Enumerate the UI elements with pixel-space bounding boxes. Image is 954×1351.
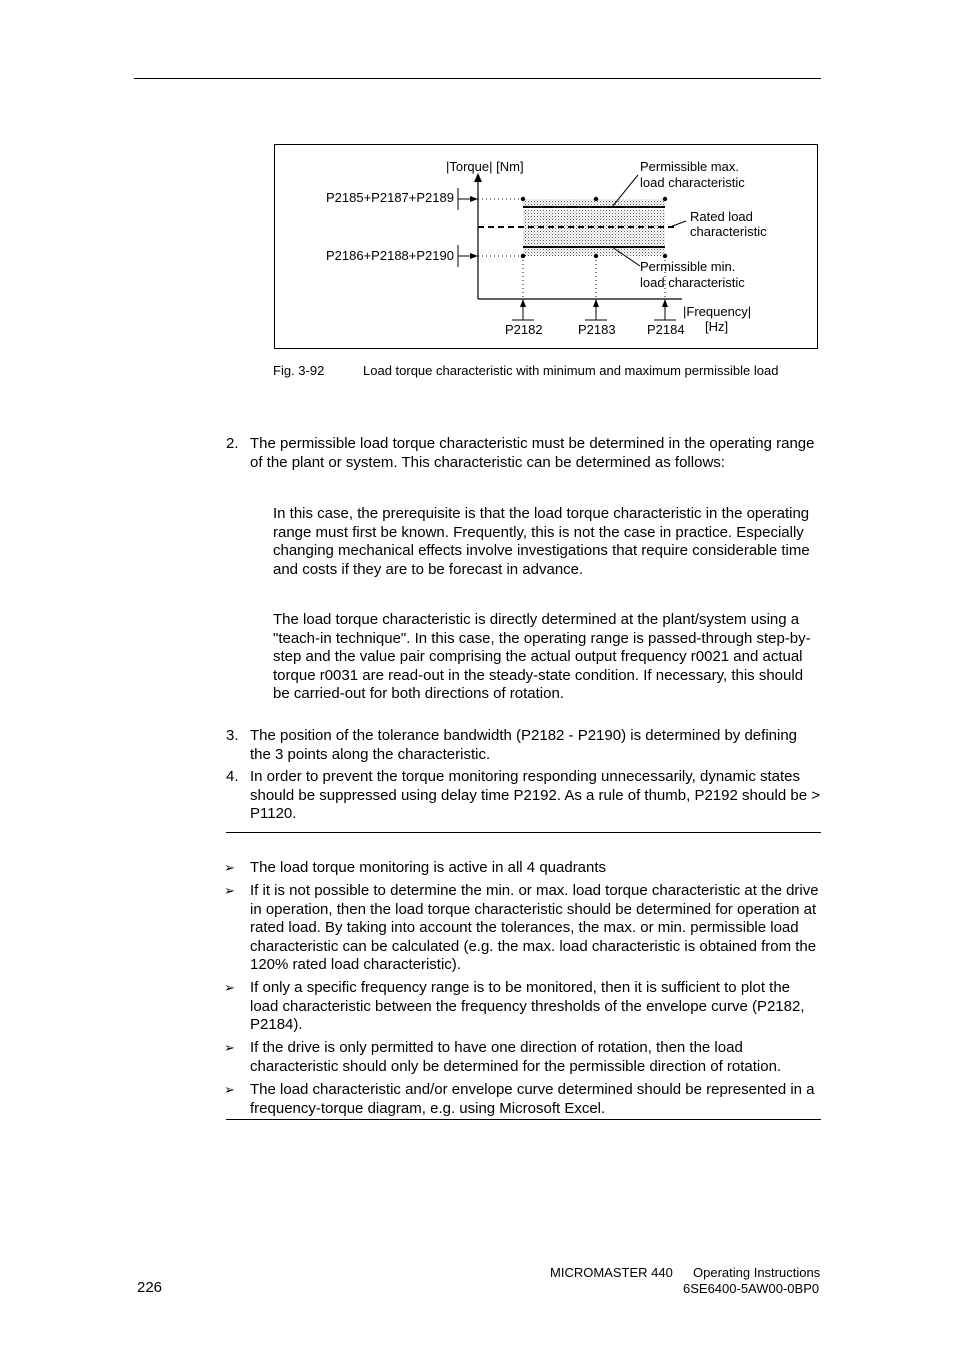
point-upper-3 [663,197,667,201]
caption-text: Load torque characteristic with minimum and maximum permissible load [363,363,779,378]
min-tolerance-band [523,248,665,256]
page-number: 226 [137,1279,163,1296]
bullet-arrow-icon: ➢ [224,883,235,898]
point-lower-1 [521,254,525,258]
note-text: The load characteristic and/or envelope curve determined should be represented in a frequency-torque diagram, e.g. using Microsoft Excel. [250,1081,815,1117]
bullet-arrow-icon: ➢ [224,860,235,875]
note-text: If it is not possible to determine the min. or max. load torque characteristic at the drive in operation, then the load torque characteristic should be determined for operation at rated load. By taking into account the tolerances, the max. or min. permissible load characteristic can be calculated (e.g. the max. load characteristic is obtained from the 120% rated load characteristic). [250,882,819,974]
footer-doc-type: Operating Instructions [693,1265,821,1280]
freq-label-p2184: P2184 [647,322,685,337]
p2183-arrow [593,299,599,307]
p2184-arrow [662,299,668,307]
note-text: If only a specific frequency range is to be monitored, then it is sufficient to plot the load characteristic between the frequency thresholds of the envelope curve (P2182, P2184). [250,979,805,1034]
caption-number: Fig. 3-92 [273,363,325,378]
rated-label-line2: characteristic [690,224,767,239]
step-number: 2. [226,435,239,452]
lower-param-label: P2186+P2188+P2190 [326,248,454,263]
bullet-arrow-icon: ➢ [224,1040,235,1055]
point-upper-2 [594,197,598,201]
x-axis-label-line1: |Frequency| [683,304,752,319]
note-text: The load torque monitoring is active in all 4 quadrants [250,859,607,876]
min-label-line1: Permissible min. [640,259,736,274]
footer-order-number: 6SE6400-5AW00-0BP0 [683,1281,820,1296]
step-text: The permissible load torque characteristic must be determined in the operating range of the plant or system. This characteristic can be determined as follows: [250,435,815,471]
notes-bottom-rule [226,1119,821,1120]
bullet-arrow-icon: ➢ [224,980,235,995]
paragraph-teach-in: The load torque characteristic is directly determined at the plant/system using a "teach-in technique". In this case, the operating range is passed-through step-by-step and the value pair comprising the actual output frequency r0021 and actual torque r0031 are read-out in the steady-state condition. If necessary, this should be carried-out for both directions of rotation. [273,611,811,703]
upper-param-arrow [470,196,478,202]
y-axis-label: |Torque| [Nm] [446,159,524,174]
max-label-line2: load characteristic [640,175,745,190]
notes-top-rule [226,832,821,833]
step-text: In order to prevent the torque monitoring responding unnecessarily, dynamic states should be suppressed using delay time P2192. As a rule of thumb, P2192 should be > P1120. [250,768,820,823]
footer-product: MICROMASTER 440 [550,1265,673,1280]
step-number: 4. [226,768,239,785]
bullet-arrow-icon: ➢ [224,1082,235,1097]
header-rule [134,78,821,79]
step-text: The position of the tolerance bandwidth (P2182 - P2190) is determined by defining the 3 points along the characteristic. [250,727,798,763]
max-label-line1: Permissible max. [640,159,739,174]
upper-param-label: P2185+P2187+P2189 [326,190,454,205]
paragraph-prerequisite: In this case, the prerequisite is that the load torque characteristic in the operating range must first be known. Frequently, this is not the case in practice. Especially changing mechanical effects involve investigations that require considerable time and costs if they are to be forecast in advance. [273,505,810,578]
point-upper-1 [521,197,525,201]
freq-label-p2183: P2183 [578,322,616,337]
x-axis-label-line2: [Hz] [705,319,729,334]
p2182-arrow [520,299,526,307]
rated-label-line1: Rated load [690,209,753,224]
min-label-line2: load characteristic [640,275,745,290]
lower-param-arrow [470,253,478,259]
note-text: If the drive is only permitted to have one direction of rotation, then the load characteristic should only be determined for the permissible direction of rotation. [250,1039,782,1075]
step-number: 3. [226,727,239,744]
rated-leader-line [670,221,686,227]
point-lower-2 [594,254,598,258]
freq-label-p2182: P2182 [505,322,543,337]
max-tolerance-band [523,199,665,207]
